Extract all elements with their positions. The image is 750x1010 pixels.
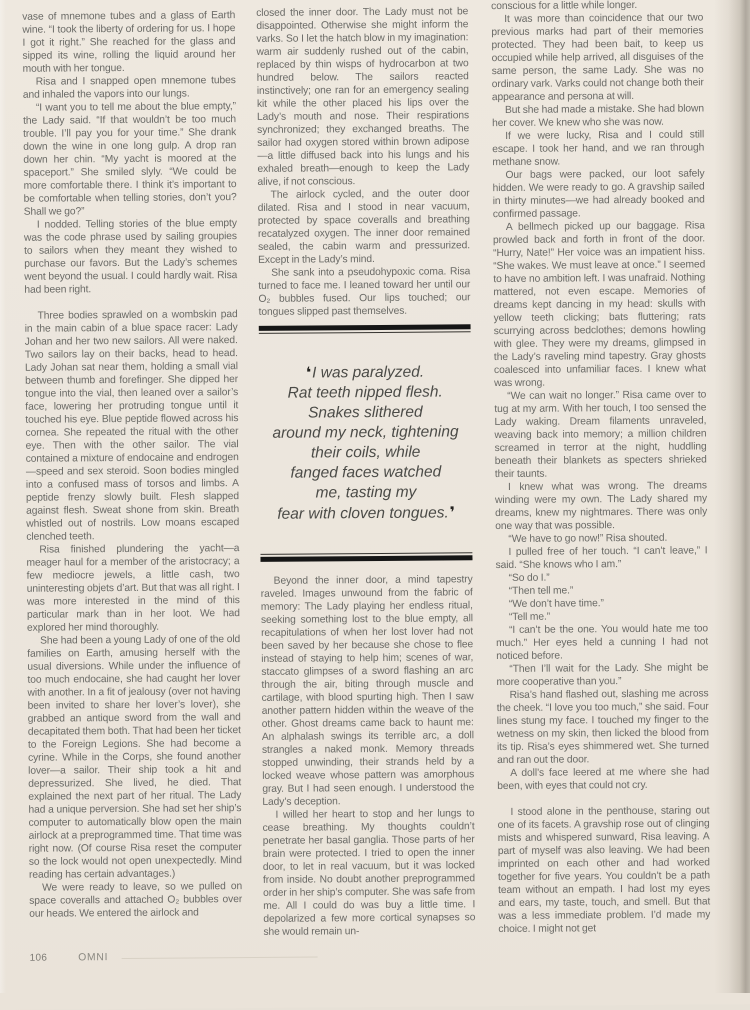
paragraph: But she had made a mistake. She had blown her cover. We knew who she was now.	[492, 103, 705, 130]
pull-quote-line: fear with cloven tongues.❜	[277, 503, 456, 523]
paragraph: The airlock cycled, and the outer door dilated. Risa and I stood in near vacuum, protected by space coveralls and breathing recatalyzed oxygen. The inner door remained sealed, the cabin warm and pressurized. Except in the Lady’s mind.	[257, 188, 471, 266]
paragraph: “Then I’ll wait for the Lady. She might be more cooperative than you.”	[496, 662, 709, 689]
paragraph: I pulled free of her touch. “I can’t leave,” I said. “She knows who I am.”	[495, 545, 708, 572]
paragraph: “We have to go now!” Risa shouted.	[508, 532, 668, 545]
paragraph: We were ready to leave, so we pulled on space coveralls and attached O₂ bubbles over our heads. We entered the airlock and	[29, 881, 243, 920]
paragraph: She had been a young Lady of one of the old families on Earth, amusing herself with the usual diversions. While under the influence of too much endocaine, she had caught her lover with another. In a fit of jealousy (over not having been invited to share her lover’s lover), she grabbed an antique sword from the wall and decapitated them both. That had been her ticket to the Foreign Legions. She had become a cyrine. While in the Corps, she found another lover—a sailor. Their ship took a hit and depressurized. She lived, he died. That explained the next part of her ritual. The Lady had a unique perversion. She had set her ship’s computer to automatically blow open the main airlock at a preprogrammed time. That time was right now. (Of course Risa reset the computer so the lock would not open unexpectedly. Mind reading has certain advantages.)	[27, 634, 242, 881]
pull-quote-line: me, tasting my	[315, 483, 417, 502]
paragraph: vase of mnemone tubes and a glass of Earth wine. “I took the liberty of ordering for us. I hope I got it right.” She reached for the glass and sipped its wine, rolling the liquid around her mouth with her tongue.	[22, 10, 236, 75]
paragraph: If we were lucky, Risa and I could still escape. I took her hand, and we ran through methane snow.	[492, 129, 705, 169]
open-quote-icon: ❛	[305, 363, 312, 382]
paragraph: I stood alone in the penthouse, staring out one of its facets. A gravship rose out of clinging mists and whispered sunward, Risa leaving. A part of myself was also leaving. We had been imprinted on each other and had worked together for five years. You couldn’t be a path team without an empath. I had lost my eyes and ears, my taste, touch, and smell. But that was a less immediate problem. I’d made my choice. I might not get	[497, 805, 711, 936]
paragraph: “We can wait no longer.” Risa came over to tug at my arm. With her touch, I too sensed the Lady waking. Dream filaments unraveled, weaving back into memory; a million children screamed in terror at the night, huddling beneath their blankets as specters shrieked their taunts.	[494, 389, 707, 481]
section-rule	[260, 552, 472, 562]
paragraph: She sank into a pseudohypoxic coma. Risa turned to face me. I leaned toward her until our O₂ bubbles fused. Our lips touched; our tongues slipped past themselves.	[258, 266, 471, 318]
paragraph: Beyond the inner door, a mind tapestry raveled. Images unwound from the fabric of memory: The Lady playing her endless ritual, seeking something lost to the blue empty, all recapitulations of when her lost lover had not been saved by her because she chose to flee instead of staying to help him; scenes of war, staccato glimpses of a sword flashing an arc through the air, biting through muscle and cartilage, with blood spurting high. Then I saw another pattern hidden within the weave of the other. Ghost dreams came back to haunt me: An alphalash swings its terrible arc, a doll strangles a naked monk. Memory threads stopped unwinding, their strands held by a locked weave whose pattern was amorphous gray. But I had seen enough. I understood the Lady’s deception.	[260, 574, 475, 808]
paragraph: I knew what was wrong. The dreams winding were my own. The Lady shared my dreams, knew my nightmares. There was only one way that was possible.	[494, 480, 708, 533]
page-number: 106	[29, 952, 48, 964]
pull-quote-line: ❛I was paralyzed.	[305, 363, 425, 382]
page-footer	[30, 952, 109, 964]
paragraph: “We don’t have time.”	[508, 598, 604, 610]
paragraph: “Then tell me.”	[508, 585, 574, 597]
paragraph: Risa finished plundering the yacht—a meager haul for a member of the aristocracy; a few mediocre jewels, a little cash, two uninteresting objets d’art. But that was all right. I was more interested in the mind of this particular mark than in her loot. We had explored her mind thoroughly.	[26, 543, 240, 634]
paragraph: “I want you to tell me about the blue empty,” the Lady said. “If that wouldn’t be too much trouble. I’ll pay you for your time.” She drank down the wine in one long gulp. A drop ran down her chin. “My yacht is moored at the spaceport.” She smiled slyly. “We could be more comfortable there. I think it’s important to be comfortable when telling stories, don’t you? Shall we go?”	[23, 101, 237, 218]
text-column-middle	[256, 5, 475, 959]
paragraph: conscious for a little while longer.	[491, 0, 638, 13]
pull-quote-line: around my neck, tightening	[272, 423, 459, 442]
section-rule	[259, 324, 471, 334]
rule-bar	[259, 324, 471, 331]
paragraph: A doll’s face leered at me where she had been, with eyes that could not cry.	[497, 766, 710, 793]
text-column-right	[491, 0, 711, 960]
paragraph: “So do I.”	[508, 572, 550, 584]
paragraph: I willed her heart to stop and her lungs to cease breathing. My thoughts couldn’t penetrate her basal ganglia. Those parts of her brain were protected. I tried to open the inner door, to let in real vacuum, but it was locked from inside. No doubt another preprogrammed order in her ship’s computer. She was safe from me. All I could do was buy a little time. I depolarized a few more cortical synapses so she would remain un-	[262, 808, 476, 938]
paragraph: It was more than coincidence that our two previous marks had part of their memories protected. They had been bait, to keep us occupied while help arrived, all disguises of the same person, the same Lady. She was no ordinary vark. Varks could not change both their appearance and persona at will.	[491, 12, 704, 104]
paragraph: I nodded. Telling stories of the blue empty was the code phrase used by sailing groupies to sailors when they meant they wished to purchase our favors. But the Lady’s schemes went beyond the usual. I could hardly wait. Risa had been right.	[23, 218, 238, 296]
paragraph: closed the inner door. The Lady must not be disappointed. Otherwise she might inform the varks. So I let the hatch blow in my imagination: warm air suddenly rushed out of the cabin, replaced by thin wisps of hydrocarbon at two hundred below. The sailors reacted instinctively; one ran for an emergency sealing kit while the other placed his lips over the Lady’s mouth and nose. Their respirations synchronized; they exchanged breaths. The sailor had oxygen stored within brown adipose—a little diffused back into his lungs and his exhaled breath—enough to keep the Lady alive, if not conscious.	[256, 6, 470, 188]
paragraph: Risa and I snapped open mnemone tubes and inhaled the vapors into our lungs.	[22, 75, 236, 101]
paragraph: “Tell me.”	[508, 611, 551, 623]
paragraph: A bellmech picked up our baggage. Risa prowled back and forth in front of the door. “Hurry, Nate!” Her voice was an impatient hiss. “She wakes. We must leave at once.” I seemed to have no ambition left. I was unafraid. Nothing mattered, not even escape. Memories of dreams kept dancing in my head: skulls with yellow teeth clicking; bats fluttering; rats scurrying across bedclothes; demons howling with glee. They were my dreams, glimpsed in the Lady’s raveling mind tapestry. Gray ghosts coalesced into unfamiliar faces. I knew what was wrong.	[492, 220, 707, 390]
close-quote-icon: ❜	[449, 503, 456, 522]
pull-quote-line: their coils, while	[310, 443, 421, 462]
pull-quote-line: Snakes slithered	[307, 403, 423, 422]
text-column-left	[22, 9, 242, 953]
paragraph: Risa’s hand flashed out, slashing me across the cheek. “I love you too much,” she said. Four lines stung my face. I touched my finger to the wetness on my skin, then licked the blood from its tip. Risa’s eyes shimmered wet. She turned and ran out the door.	[496, 688, 710, 767]
rule-thin-line	[259, 331, 471, 334]
magazine-name: OMNI	[78, 952, 109, 964]
pull-quote	[261, 361, 470, 525]
pull-quote-line: Rat teeth nipped flesh.	[287, 383, 443, 402]
pull-quote-line: fanged faces watched	[290, 463, 442, 482]
paragraph: Our bags were packed, our loot safely hidden. We were ready to go. A gravship sailed in thirty minutes—we had already booked and confirmed passage.	[492, 168, 705, 221]
paragraph: Three bodies sprawled on a wombskin pad in the main cabin of a blue space racer: Lady Johan and her two new sailors. All were naked. Two sailors lay on their backs, head to head. Lady Johan sat near them, holding a small vial between thumb and forefinger. She dipped her tongue into the vial, then leaned over a sailor’s face, lowering her protruding tongue until it touched his eye. Blue peptide flowed across his cornea. She repeated the ritual with the other eye. Then with the other sailor. The vial contained a mixture of endocaine and endrogen—speed and sex steroid. Soon bodies mingled into a confused mass of torsos and limbs. A peptide frenzy slowly built. Flesh slapped against flesh. Sweat shone from skin. Breath whistled out of nostrils. Low moans escaped clenched teeth.	[24, 309, 240, 543]
rule-bar	[260, 555, 472, 562]
paragraph: “I can’t be the one. You would hate me too much.” Her eyes held a cunning I had not noticed before.	[496, 623, 709, 663]
